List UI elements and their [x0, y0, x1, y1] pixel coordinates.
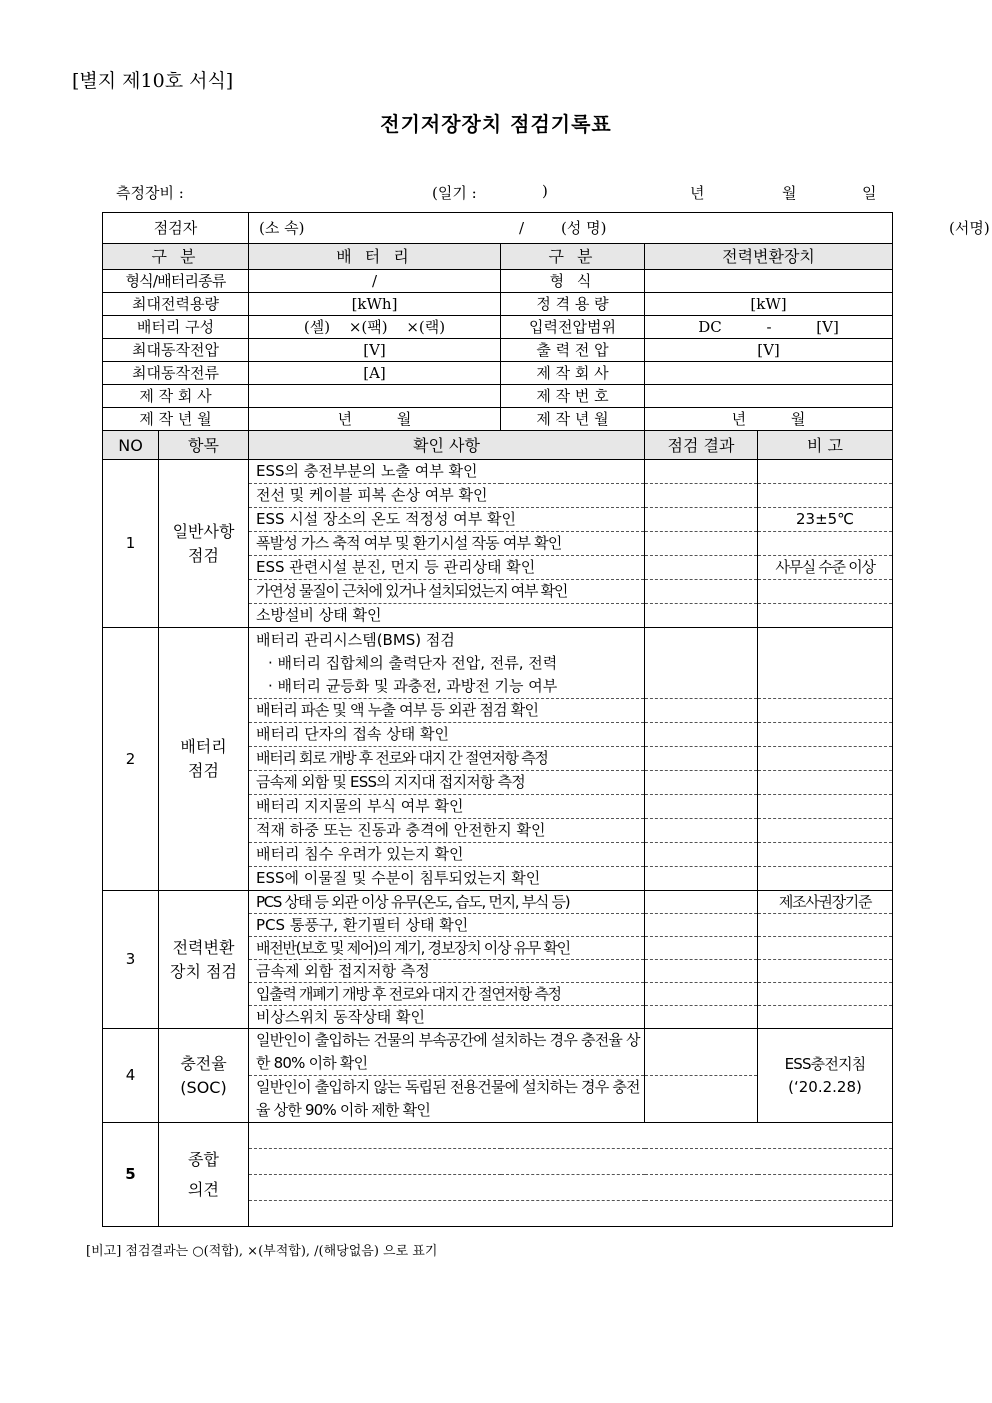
check-item-text: ESS에 이물질 및 수분이 침투되었는지 확인: [249, 867, 645, 891]
section-number: 2: [103, 628, 159, 891]
pcs-header: 전력변환장치: [645, 244, 893, 270]
spec-right-label: 정 격 용 량: [501, 293, 645, 316]
check-item-text: 금속제 외함 접지저항 측정: [249, 960, 645, 983]
check-note: [758, 771, 893, 795]
inspection-table: [102, 212, 990, 1227]
spec-right-label: 제 작 년 월: [501, 408, 645, 431]
check-result-cell[interactable]: [645, 843, 758, 867]
spec-row: [103, 362, 893, 385]
check-result-cell[interactable]: [645, 771, 758, 795]
spec-left-value[interactable]: [kWh]: [249, 293, 501, 316]
check-item-text: 배터리 지지물의 부식 여부 확인: [249, 795, 645, 819]
section-name-line2: 의견: [188, 1179, 219, 1199]
spec-left-value[interactable]: (셀) ×(팩) ×(랙): [249, 316, 501, 339]
check-note: [758, 699, 893, 723]
document-title: 전기저장장치 점검기록표: [380, 112, 612, 136]
spec-right-value[interactable]: 년 월: [645, 408, 893, 431]
footnote: [비고] 점검결과는 ○(적합), ×(부적합), /(해당없음) 으로 표기: [86, 1244, 438, 1259]
check-result-cell[interactable]: [645, 960, 758, 983]
check-item-text: 배터리 회로 개방 후 전로와 대지 간 절연저항 측정: [249, 747, 645, 771]
battery-header: 배 터 리: [249, 244, 501, 270]
bms-check-item: [249, 628, 645, 699]
check-note: 23±5℃: [758, 508, 893, 532]
check-note: [758, 1029, 893, 1123]
section-name: [159, 460, 249, 628]
bms-sub-item: · 배터리 집합체의 출력단자 전압, 전류, 전력: [268, 653, 558, 672]
check-result-cell[interactable]: [645, 795, 758, 819]
check-item-text: 전선 및 케이블 피복 손상 여부 확인: [249, 484, 645, 508]
section-name: [159, 891, 249, 1029]
check-row: [103, 628, 893, 699]
check-item-text: 배터리 침수 우려가 있는지 확인: [249, 843, 645, 867]
spec-right-value[interactable]: [645, 362, 893, 385]
section-name-line1: 종합: [188, 1149, 219, 1169]
soc-note-line2: (‘20.2.28): [788, 1077, 862, 1096]
check-note: [758, 628, 893, 699]
check-item-text: 적재 하중 또는 진동과 충격에 안전한지 확인: [249, 819, 645, 843]
spec-row: [103, 385, 893, 408]
spec-row: [103, 408, 893, 431]
check-result-cell[interactable]: [645, 723, 758, 747]
spec-left-label: 배터리 구성: [103, 316, 249, 339]
check-row: [103, 1029, 893, 1076]
check-note: [758, 580, 893, 604]
gubun-right-header: 구 분: [501, 244, 645, 270]
equipment-label: 측정장비 :: [116, 184, 184, 202]
check-item-text: PCS 상태 등 외관 이상 유무(온도, 습도, 먼지, 부식 등): [249, 891, 645, 914]
spec-right-value[interactable]: DC - [V]: [645, 316, 893, 339]
inspector-row: [103, 213, 893, 244]
form-label: [별지 제10호 서식]: [72, 70, 234, 92]
check-result-cell[interactable]: [645, 699, 758, 723]
spec-right-label: 제 작 회 사: [501, 362, 645, 385]
check-item-text: 일반인이 출입하는 건물의 부속공간에 설치하는 경우 충전율 상한 80% 이하 확인: [249, 1029, 645, 1076]
check-result-cell[interactable]: [645, 891, 758, 914]
check-result-cell[interactable]: [645, 1076, 758, 1123]
section-name: [159, 628, 249, 891]
section-number: 1: [103, 460, 159, 628]
spec-right-value[interactable]: [645, 270, 893, 293]
content-header: 확인 사항: [249, 431, 645, 460]
spec-right-label: 출 력 전 압: [501, 339, 645, 362]
check-result-cell[interactable]: [645, 484, 758, 508]
check-result-cell[interactable]: [645, 604, 758, 628]
date-year: 년: [690, 184, 705, 202]
soc-note-line1: ESS충전지침: [784, 1054, 866, 1073]
check-result-cell[interactable]: [645, 937, 758, 960]
check-header-row: [103, 431, 893, 460]
spec-right-label: 형 식: [501, 270, 645, 293]
spec-left-label: 최대동작전압: [103, 339, 249, 362]
no-header: NO: [103, 431, 159, 460]
inspector-label: 점검자: [103, 213, 249, 244]
inspector-field[interactable]: [249, 213, 990, 244]
spec-row: [103, 339, 893, 362]
section-name-line2: 점검: [188, 545, 219, 565]
spec-right-value[interactable]: [V]: [645, 339, 893, 362]
weather-label: (일기 :: [432, 184, 477, 202]
check-note: [758, 604, 893, 628]
check-item-text: 일반인이 출입하지 않는 독립된 전용건물에 설치하는 경우 충전율 상한 90% 이하 제한 확인: [249, 1076, 645, 1123]
check-item-text: ESS 관련시설 분진, 먼지 등 관리상태 확인: [249, 556, 645, 580]
check-item-text: 소방설비 상태 확인: [249, 604, 645, 628]
check-item-text: ESS 시설 장소의 온도 적정성 여부 확인: [249, 508, 645, 532]
check-result-cell[interactable]: [645, 556, 758, 580]
inspector-slash: /: [519, 219, 525, 237]
spec-row: [103, 270, 893, 293]
opinion-line[interactable]: [249, 1201, 893, 1227]
opinion-line[interactable]: [249, 1149, 893, 1175]
date-month: 월: [782, 184, 797, 202]
check-result-cell[interactable]: [645, 1006, 758, 1029]
spec-right-label: 제 작 번 호: [501, 385, 645, 408]
section-name-line1: 전력변환: [172, 937, 235, 957]
opinion-row: [103, 1123, 893, 1149]
check-result-cell[interactable]: [645, 983, 758, 1006]
spec-left-label: 최대전력용량: [103, 293, 249, 316]
section-name-line1: 충전율: [180, 1053, 227, 1073]
affiliation-label: (소 속): [259, 219, 305, 237]
spec-row: [103, 293, 893, 316]
check-result-cell[interactable]: [645, 819, 758, 843]
signature-label: (서명): [949, 219, 990, 237]
check-note: [758, 1006, 893, 1029]
section-name: [159, 1029, 249, 1123]
section-name-line1: 일반사항: [172, 521, 235, 541]
check-note: [758, 867, 893, 891]
section-number: 4: [103, 1029, 159, 1123]
spec-left-label: 제 작 회 사: [103, 385, 249, 408]
check-note: [758, 460, 893, 484]
spec-left-value[interactable]: /: [249, 270, 501, 293]
section-name-line1: 배터리: [180, 737, 227, 756]
check-note: [758, 937, 893, 960]
section-name-line2: 점검: [188, 761, 219, 780]
opinion-line[interactable]: [249, 1175, 893, 1201]
check-result-cell[interactable]: [645, 628, 758, 699]
check-item-text: 금속제 외함 및 ESS의 지지대 접지저항 측정: [249, 771, 645, 795]
check-note: [758, 532, 893, 556]
check-item-text: 입출력 개폐기 개방 후 전로와 대지 간 절연저항 측정: [249, 983, 645, 1006]
gubun-left-header: 구 분: [103, 244, 249, 270]
check-result-cell[interactable]: [645, 1029, 758, 1076]
bms-sub-item: · 배터리 균등화 및 과충전, 과방전 기능 여부: [268, 676, 558, 695]
spec-row: [103, 316, 893, 339]
check-item-text: 배터리 파손 및 액 누출 여부 등 외관 점검 확인: [249, 699, 645, 723]
item-header: 항목: [159, 431, 249, 460]
bms-title: 배터리 관리시스템(BMS) 점검: [256, 630, 455, 649]
check-note: [758, 484, 893, 508]
check-item-text: 배터리 단자의 접속 상태 확인: [249, 723, 645, 747]
name-label: (성 명): [561, 219, 607, 237]
spec-left-label: 최대동작전류: [103, 362, 249, 385]
check-item-text: ESS의 충전부분의 노출 여부 확인: [249, 460, 645, 484]
spec-left-value[interactable]: 년 월: [249, 408, 501, 431]
check-note: [758, 960, 893, 983]
date-day: 일: [862, 184, 877, 202]
check-note: [758, 843, 893, 867]
spec-left-label: 제 작 년 월: [103, 408, 249, 431]
check-result-cell[interactable]: [645, 914, 758, 937]
check-note: [758, 795, 893, 819]
check-item-text: 배전반(보호 및 제어)의 계기, 경보장치 이상 유무 확인: [249, 937, 645, 960]
spec-right-value[interactable]: [kW]: [645, 293, 893, 316]
check-result-cell[interactable]: [645, 508, 758, 532]
note-header: 비 고: [758, 431, 893, 460]
spec-header-row: [103, 244, 893, 270]
spec-left-value[interactable]: [249, 385, 501, 408]
spec-right-value[interactable]: [645, 385, 893, 408]
result-header: 점검 결과: [645, 431, 758, 460]
check-result-cell[interactable]: [645, 867, 758, 891]
check-item-text: 비상스위치 동작상태 확인: [249, 1006, 645, 1029]
check-row: [103, 460, 893, 484]
check-note: [758, 747, 893, 771]
spec-right-label: 입력전압범위: [501, 316, 645, 339]
check-item-text: PCS 통풍구, 환기필터 상태 확인: [249, 914, 645, 937]
section-name: [159, 1123, 249, 1227]
section-number: 5: [103, 1123, 159, 1227]
section-number: 3: [103, 891, 159, 1029]
check-item-text: 폭발성 가스 축적 여부 및 환기시설 작동 여부 확인: [249, 532, 645, 556]
spec-left-value[interactable]: [V]: [249, 339, 501, 362]
check-note: [758, 914, 893, 937]
section-name-line2: (SOC): [180, 1077, 227, 1097]
check-result-cell[interactable]: [645, 532, 758, 556]
check-row: [103, 891, 893, 914]
section-name-line2: 장치 점검: [170, 961, 237, 981]
check-note: [758, 723, 893, 747]
check-note: 사무실 수준 이상: [758, 556, 893, 580]
check-result-cell[interactable]: [645, 460, 758, 484]
check-note: [758, 983, 893, 1006]
spec-left-label: 형식/배터리종류: [103, 270, 249, 293]
check-item-text: 가연성 물질이 근처에 있거나 설치되었는지 여부 확인: [249, 580, 645, 604]
weather-close: ): [542, 182, 548, 200]
check-result-cell[interactable]: [645, 580, 758, 604]
check-note: [758, 819, 893, 843]
check-result-cell[interactable]: [645, 747, 758, 771]
check-note: 제조사권장기준: [758, 891, 893, 914]
opinion-line[interactable]: [249, 1123, 893, 1149]
spec-left-value[interactable]: [A]: [249, 362, 501, 385]
